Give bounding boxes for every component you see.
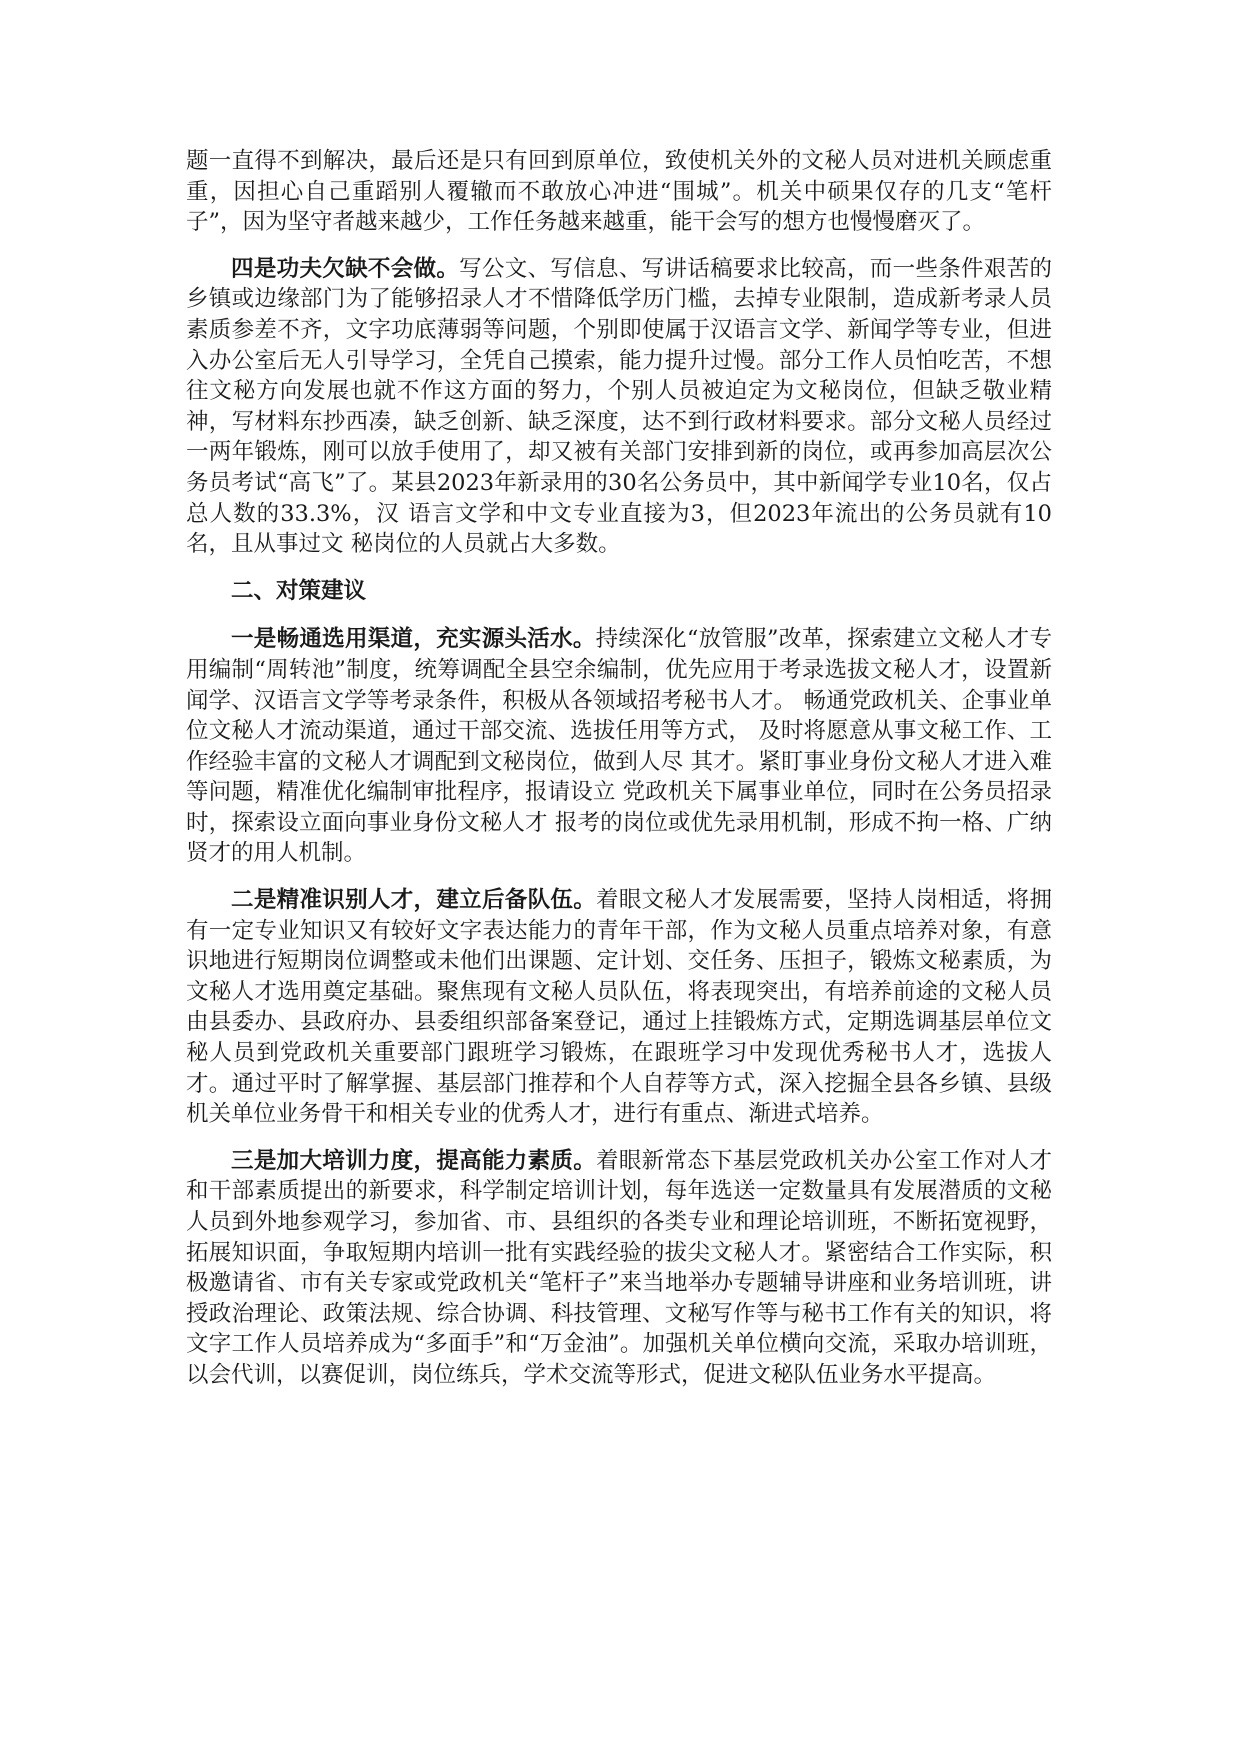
paragraph-continuation (186, 146, 1052, 238)
document-page (186, 146, 1052, 1407)
section-heading: 二、对策建议 (231, 577, 367, 604)
paragraph-text: 持续深化“放管服”改革，探索建立文秘人才专用编制“周转池”制度，统筹调配全县空余编制，优先应用于考录选拔文秘人才，设置新闻学、汉语言文学等考录条件，积极从各领域招考秘书人才。 畅通党政机关、企事业单位文秘人才流动渠道，通过干部交流、选拔任用等方式， 及时将愿意从事文秘工作、工作经验丰富的文秘人才调配到文秘岗位，做到人尽 其才。紧盯事业身份文秘人才进入难等问题，精准优化编制审批程序，报请设立 党政机关下属事业单位，同时在公务员招录时，探索设立面向事业身份文秘人才 报考的岗位或优先录用机制，形成不拘一格、广纳贤才的用人机制。 (186, 626, 1052, 867)
paragraph-skill-shortage (186, 254, 1052, 560)
paragraph-text: 题一直得不到解决，最后还是只有回到原单位，致使机关外的文秘人员对进机关顾虑重重，因担心自己重蹈别人覆辙而不敢放心冲进“围城”。机关中硕果仅存的几支“笔杆子”，因为坚守者越来越少，工作任务越来越重，能干会写的想方也慢慢磨灭了。 (186, 148, 1052, 236)
paragraph-text: 写公文、写信息、写讲话稿要求比较高，而一些条件艰苦的乡镇或边缘部门为了能够招录人才不惜降低学历门槛，去掉专业限制，造成新考录人员素质参差不齐，文字功底薄弱等问题，个别即使属于汉语言文学、新闻学等专业，但进入办公室后无人引导学习，全凭自己摸索，能力提升过慢。部分工作人员怕吃苦，不想往文秘方向发展也就不作这方面的努力，个别人员被迫定为文秘岗位，但缺乏敬业精神，写材料东抄西凑，缺乏创新、缺乏深度，达不到行政材料要求。部分文秘人员经过一两年锻炼，刚可以放手使用了，却又被有关部门安排到新的岗位，或再参加高层次公务员考试“高飞”了。某县2023年新录用的30名公务员中，其中新闻学专业10名，仅占总人数的33.3%，汉 语言文学和中文专业直接为3，但2023年流出的公务员就有10名，且从事过文 秘岗位的人员就占大多数。 (186, 255, 1052, 558)
paragraph-lead: 二是精准识别人才，建立后备队伍。 (231, 887, 597, 914)
paragraph-selection-channels (186, 624, 1052, 869)
paragraph-text: 着眼新常态下基层党政机关办公室工作对人才和干部素质提出的新要求，科学制定培训计划，每年选送一定数量具有发展潜质的文秘人员到外地参观学习，参加省、市、县组织的各类专业和理论培训班，不断拓宽视野，拓展知识面，争取短期内培训一批有实践经验的拔尖文秘人才。紧密结合工作实际，积极邀请省、市有关专家或党政机关“笔杆子”来当地举办专题辅导讲座和业务培训班，讲授政治理论、政策法规、综合协调、科技管理、文秘写作等与秘书工作有关的知识，将文字工作人员培养成为“多面手”和“万金油”。加强机关单位横向交流，采取办培训班，以会代训，以赛促训，岗位练兵，学术交流等形式，促进文秘队伍业务水平提高。 (186, 1147, 1052, 1388)
paragraph-talent-identification (186, 885, 1052, 1130)
paragraph-lead: 三是加大培训力度，提高能力素质。 (231, 1147, 597, 1174)
paragraph-lead: 四是功夫欠缺不会做。 (231, 255, 460, 282)
paragraph-text: 着眼文秘人才发展需要，坚持人岗相适，将拥有一定专业知识又有较好文字表达能力的青年干部，作为文秘人员重点培养对象，有意识地进行短期岗位调整或未他们出课题、定计划、交任务、压担子，锻炼文秘素质，为文秘人才选用奠定基础。聚焦现有文秘人员队伍，将表现突出，有培养前途的文秘人员由县委办、县政府办、县委组织部备案登记，通过上挂锻炼方式，定期选调基层单位文秘人员到党政机关重要部门跟班学习锻炼，在跟班学习中发现优秀秘书人才，选拔人才。通过平时了解掌握、基层部门推荐和个人自荐等方式，深入挖掘全县各乡镇、县级机关单位业务骨干和相关专业的优秀人才，进行有重点、渐进式培养。 (186, 887, 1052, 1128)
paragraph-lead: 一是畅通选用渠道，充实源头活水。 (231, 626, 596, 653)
paragraph-training (186, 1146, 1052, 1391)
